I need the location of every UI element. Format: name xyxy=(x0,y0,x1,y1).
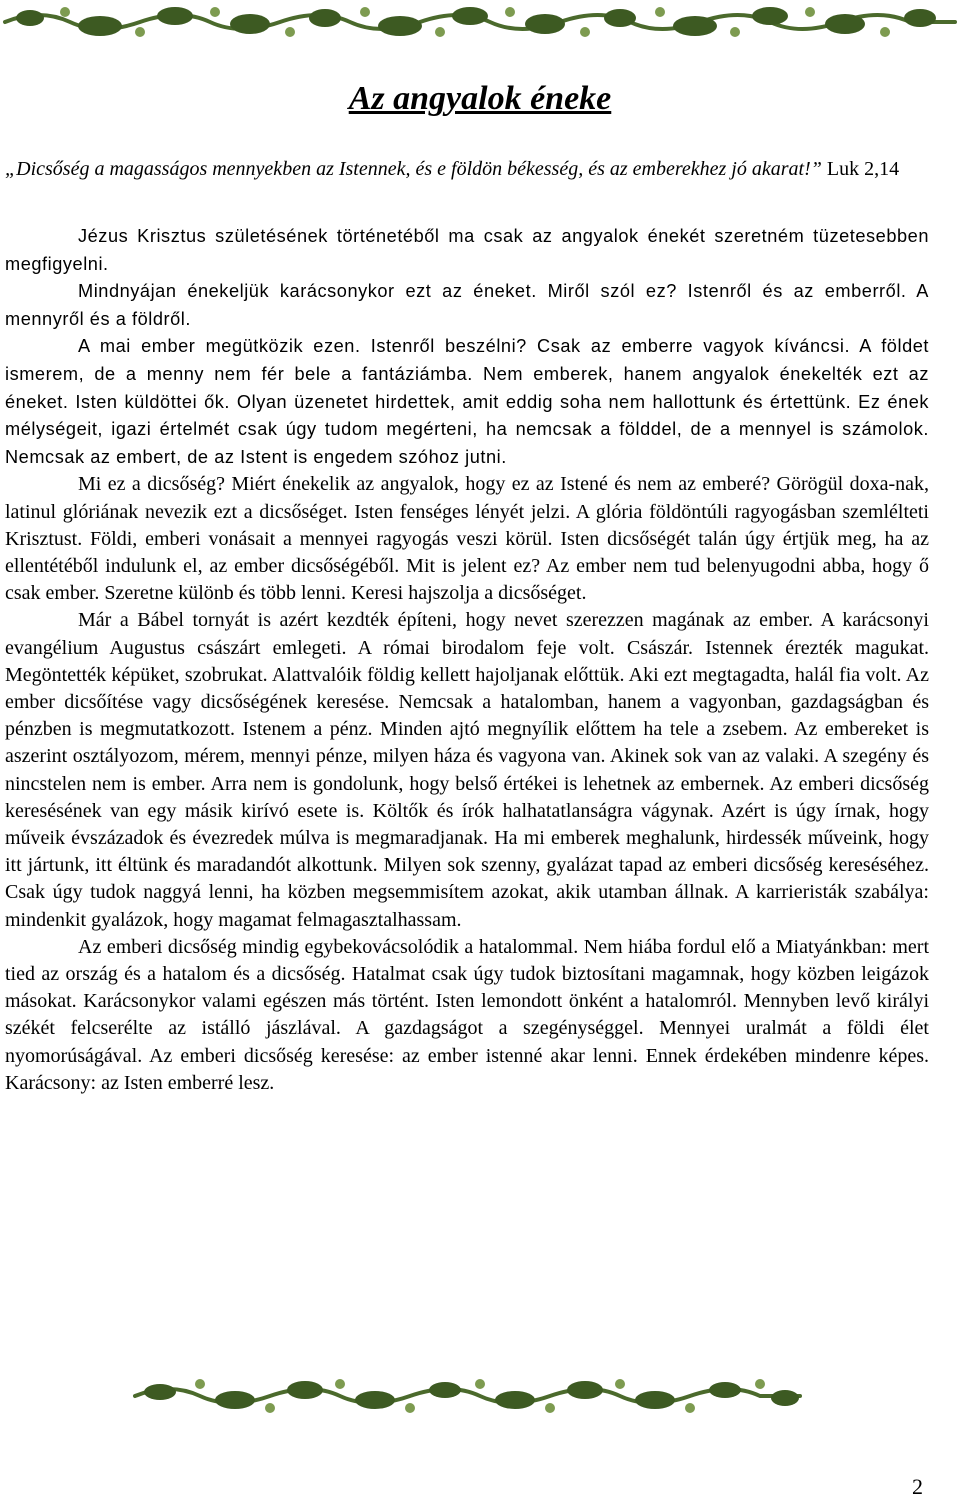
paragraph: Mi ez a dicsőség? Miért énekelik az angyalok, hogy ez az Istené és nem az emberé? Görögül doxa-nak, latinul glóriának nevezik ezt a dicsőséget. Isten fenséges lényét jelzi. A glória földöntúli ragyogásban szemlélteti Krisztust. Földi, emberi vonásait a mennyei ragyogás veszi körül. Isten dicsőségét talán úgy értjük meg, ha az ellentétéből indulunk el, az ember dicsőségéből. Mit is jelent ez? Az ember nem tud belenyugodni abba, hogy ő csak ember. Szeretne különb és több lenni. Keresi hajszolja a dicsőséget. xyxy=(5,473,929,605)
motto xyxy=(5,156,929,183)
vine-ornament-top xyxy=(0,0,960,52)
paragraph: A mai ember megütközik ezen. Istenről beszélni? Csak az emberre vagyok kíváncsi. A földet ismerem, de a menny nem fér bele a fantáziámba. Nem emberek, hanem angyalok énekelték ezt az éneket. Isten küldöttei ők. Olyan üzenetet hirdettek, amit eddig soha nem hallottunk és értettünk. Ez ének mélységeit, igazi értelmét csak úgy tudom megérteni, ha nemcsak a földdel, de a mennyel is számolok. Nemcsak az embert, de az Istent is engedem szóhoz jutni. xyxy=(5,336,929,467)
paragraph: Már a Bábel tornyát is azért kezdték építeni, hogy nevet szerezzen magának az ember. A karácsonyi evangélium Augustus császárt emlegeti. A római birodalom feje volt. Császár. Istennek érezték magukat. Megöntették képüket, szobrukat. Alattvalóik földig kellett hajoljanak előttük. Aki ezt megtagadta, halál fia volt. Az ember dicsőítése vagy dicsőségének keresése. Nemcsak a hatalomban, hanem a vagyonban, gazdagságban és pénzben is megmutatkozott. Istenem a pénz. Minden ajtó megnyílik előttem ha tele a zsebem. Az embereket is aszerint osztályozom, mérem, mennyi pénze, milyen háza és vagyona van. Akinek sok van az valaki. A szegény és nincstelen nem is ember. Arra nem is gondolunk, hogy belső értékei is lehetnek az embernek. Az emberi dicsőség keresésének van egy másik kirívó esete is. Költők és írók halhatatlanságra vágynak. Azért is úgy írnak, hogy műveik évszázadok és évezredek múlva is megmaradjanak. Ha mi emberek meghalunk, hirdessék műveink, hogy itt jártunk, itt éltünk és maradandót alkottunk. Milyen sok szenny, gyalázat tapad az emberi dicsőség kereséséhez. Csak úgy tudok naggyá lenni, ha közben megsemmisítem azokat, akik utamban állnak. A karrieristák szabálya: mindenkit gyalázok, hogy magamat felmagasztalhassam. xyxy=(5,609,929,931)
article-body xyxy=(5,156,929,1097)
page-number: 2 xyxy=(912,1474,923,1499)
motto-reference: Luk 2,14 xyxy=(821,158,900,180)
paragraph: Mindnyájan énekeljük karácsonykor ezt az éneket. Miről szól ez? Istenről és az emberről. A mennyről és a földről. xyxy=(5,281,929,329)
page-title: Az angyalok éneke xyxy=(348,80,612,117)
paragraph: Jézus Krisztus születésének történetéből ma csak az angyalok énekét szeretném tüzetesebben megfigyelni. xyxy=(5,226,929,274)
vine-ornament-bottom xyxy=(0,1370,960,1422)
paragraph: Az emberi dicsőség mindig egybekovácsolódik a hatalommal. Nem hiába fordul elő a Miatyánkban: mert tied az ország és a hatalom és a dicsőség. Hatalmat csak úgy tudok biztosítani magamnak, hogy közben leigázok másokat. Karácsonykor valami egészen más történt. Isten lemondott önként a hatalomról. Mennyben levő királyi székét felcserélte az istálló jászlával. A gazdagságot a szegénységgel. Mennyei uralmát a földi élet nyomorúságával. Az emberi dicsőség keresése: az ember istenné akar lenni. Ennek érdekében mindenre képes. Karácsony: az Isten emberré lesz. xyxy=(5,935,929,1094)
motto-quote: „Dicsőség a magasságos mennyekben az Istennek, és e földön békesség, és az emberekhez jó akarat!” xyxy=(5,158,822,180)
